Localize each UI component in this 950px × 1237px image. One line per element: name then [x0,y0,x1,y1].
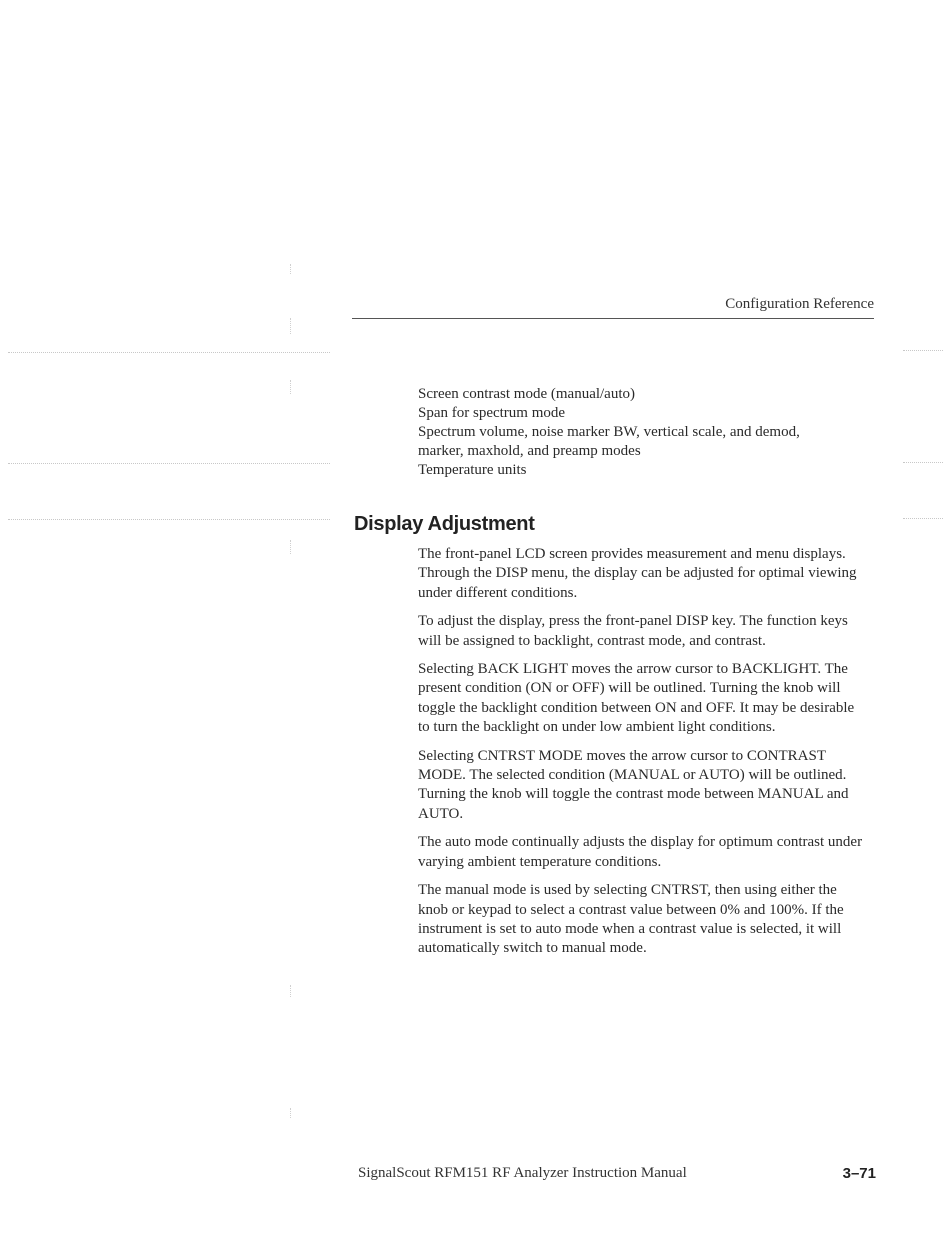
scan-artifact-line [903,518,943,519]
paragraph: Selecting CNTRST MODE moves the arrow cursor to CONTRAST MODE. The selected condition (MANUAL or AUTO) will be outlined. Turning the knob will toggle the contrast mode between MANUAL and AUTO. [418,747,849,822]
list-item: Span for spectrum mode [418,405,566,421]
paragraph: The front-panel LCD screen provides measurement and menu displays. Through the DISP menu, the display can be adjusted for optimal viewing under different conditions. [418,546,857,601]
running-header: Configuration Reference [725,296,874,312]
scan-artifact-tick [290,318,291,334]
scan-artifact-line [903,350,943,351]
section-body [418,545,863,968]
scan-artifact-tick [290,264,291,274]
scan-artifact-line [8,352,330,353]
paragraph: The auto mode continually adjusts the display for optimum contrast under varying ambient temperature conditions. [418,834,863,870]
list-item: Spectrum volume, noise marker BW, vertical scale, and demod, [418,424,800,440]
scan-artifact-tick [290,540,291,554]
list-item: marker, maxhold, and preamp modes [418,443,641,459]
scan-artifact-line [8,463,330,464]
footer-manual-title: SignalScout RFM151 RF Analyzer Instruction Manual [358,1165,687,1181]
list-item: Screen contrast mode (manual/auto) [418,386,636,402]
paragraph: To adjust the display, press the front-panel DISP key. The function keys will be assigned to backlight, contrast mode, and contrast. [418,613,848,649]
scan-artifact-tick [290,985,291,997]
scan-artifact-line [903,462,943,463]
paragraph: Selecting BACK LIGHT moves the arrow cursor to BACKLIGHT. The present condition (ON or OFF) will be outlined. Turning the knob will toggle the backlight condition between ON and OFF. It may be desirable to turn the backlight on under low ambient light conditions. [418,661,855,736]
scan-artifact-tick [290,380,291,394]
settings-list [418,385,858,480]
page-number: 3–71 [842,1165,876,1182]
scan-artifact-tick [290,1108,291,1118]
paragraph: The manual mode is used by selecting CNTRST, then using either the knob or keypad to select a contrast value between 0% and 100%. If the instrument is set to auto mode when a contrast value is selected, it will automatically switch to manual mode. [418,882,844,957]
list-item: Temperature units [418,462,527,478]
header-rule [352,318,874,319]
scan-artifact-line [8,519,330,520]
section-heading: Display Adjustment [354,513,535,535]
